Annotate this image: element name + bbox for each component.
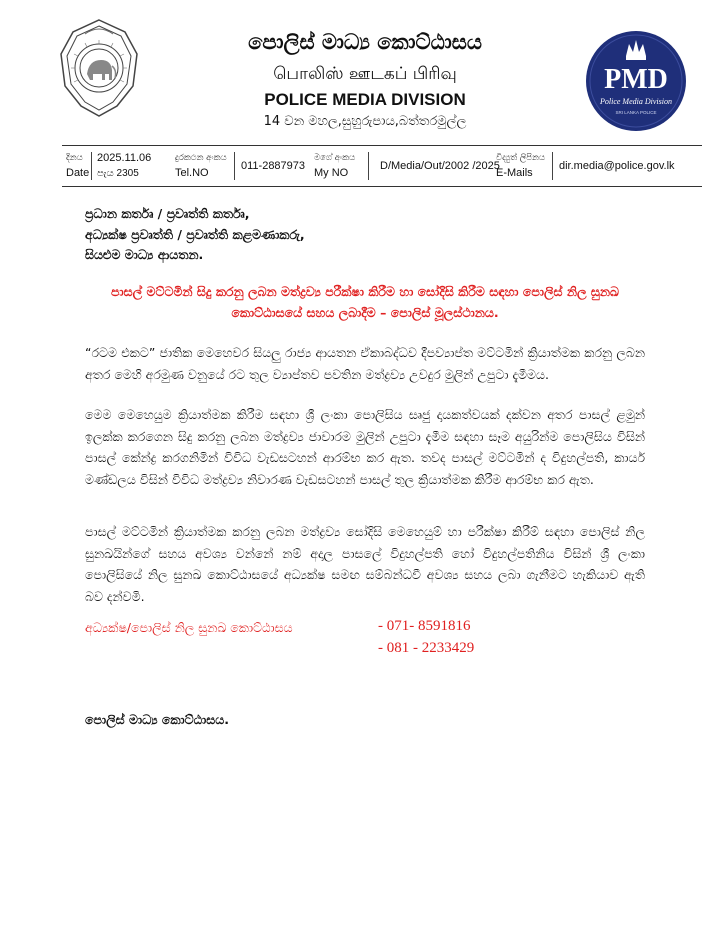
tel-label-sinhala: දුරකථන අංකය (175, 153, 227, 163)
tel-value: 011-2887973 (241, 160, 306, 172)
myno-label: My NO (314, 167, 349, 179)
myno-value: D/Media/Out/2002 /2025 (380, 160, 500, 172)
email-label-sinhala: විද්‍යුත් ලිපිනය (496, 153, 545, 163)
date-label-sinhala: දිනය (66, 153, 83, 163)
date-label: Date (66, 167, 90, 179)
myno-label-sinhala: මගේ අංකය (314, 153, 356, 163)
signature-line: පොලිස් මාධ්‍ය කොට්ඨාසය. (85, 712, 229, 727)
email-value[interactable]: dir.media@police.gov.lk (559, 160, 675, 172)
subject-heading: පාසල් මට්ටමින් සිදු කරනු ලබන මත්ද්‍රව්‍ය පරීක්ෂා කිරීම හා සෝදිසි කිරීම සඳහා පොලිස් නිල සුනඛ කොට්ඨාසයේ සහය ලබාදීම – පොලිස් මූලස්ථානය. (111, 284, 619, 320)
contact-phone-2: - 081 - 2233429 (378, 640, 475, 656)
office-address: 14 වන මහල,සුහුරුපාය,බත්තරමුල්ල (263, 114, 467, 129)
police-crest-logo (55, 14, 143, 122)
addressee-line: ප්‍රධාන කර්තෘ / ප්‍රවෘත්ති කර්තෘ, (85, 206, 250, 221)
body-paragraph-1: “රටම එකට” ජාතික මෙහෙවර සියලු රාජ්‍ය ආයතන ඒකාබද්ධව දීපව්‍යාප්ත මට්ටමින් ක්‍රියාත්මක කරනු ලබන අතර මෙහි අරමුණ වනුයේ රට තුල ව්‍යාප්තව පවතින මත්ද්‍රව්‍ය උවදුර මුලින් උපුටා දැමීමය. (85, 345, 645, 382)
reference-info-bar (62, 145, 702, 187)
contact-phone-1: - 071- 8591816 (378, 618, 471, 634)
pmd-abbr: PMD (604, 64, 668, 95)
pmd-subtitle: Police Media Division (600, 97, 672, 106)
addressee-line: සියළුම මාධ්‍ය ආයතන. (85, 247, 204, 262)
time-value: පැය 2305 (97, 168, 139, 179)
body-paragraph-2: මෙම මෙහෙයුම ක්‍රියාත්මක කිරීම සඳහා ශ්‍රී ලංකා පොලිසිය සෘජු දායකත්වයක් දක්වන අතර පාසල් ළමුන් ඉලක්ක කරගෙන සිදු කරනු ලබන මත්ද්‍රව්‍ය ජාවාරම මුලින් උපුටා දැමීම සඳහා සෑම අයුරින්ම පොලිසිය විසින් පාසල් කේන්ද්‍ර කරගනිමින් විවිධ වැඩසටහන් ආරම්භ කර ඇත. තවද පාසල් මට්ටමින් ද විදුහල්පති, කාර්ය මණ්ඩලය විසින් විවිධ මත්ද්‍රව්‍ය නිවාරණ වැඩසටහන් පාසල් තුල ක්‍රියාත්මක කිරීම ආරම්භ කර ඇත. (85, 407, 645, 487)
body-paragraph-3: පාසල් මට්ටමින් ක්‍රියාත්මක කරනු ලබන මත්ද්‍රව්‍ය සෝදිසි මෙහෙයුම් හා පරීක්ෂා කිරීම් සඳහා පොලිස් නිල සුනඛයින්ගේ සහය අවශ්‍ය වන්නේ නම් අදාල පාසලේ විදුහල්පති හෝ විදුහල්පතිනිය විසින් ශ්‍රී ලංකා පොලිසියේ නිල සුනඛ කොට්ඨාසයේ අධ්‍යක්ෂ සමඟ සම්බන්ධවී අවශ්‍ය සහය ලබා ගැනීමට හැකියාව ඇති බව දන්වමි. (85, 524, 645, 604)
email-label: E-Mails (496, 167, 533, 179)
contact-label: අධ්‍යක්ෂ/පොලිස් නිල සුනඛ කොට්ඨාසය (85, 620, 293, 635)
pmd-logo (585, 30, 687, 132)
title-english: POLICE MEDIA DIVISION (264, 90, 466, 109)
date-value: 2025.11.06 (97, 152, 152, 164)
addressee-list (85, 204, 305, 266)
tel-label: Tel.NO (175, 167, 209, 179)
pmd-caption: SRI LANKA POLICE (615, 110, 657, 115)
title-tamil: பொலிஸ் ஊடகப் பிரிவு (273, 64, 457, 84)
police-crest-icon (55, 14, 143, 122)
addressee-line: අධ්‍යක්ෂ ප්‍රවෘත්ති / ප්‍රවෘත්ති කළමණාකරු, (85, 226, 305, 242)
title-sinhala: පොලිස් මාධ්‍ය කොට්ඨාසය (248, 30, 482, 54)
